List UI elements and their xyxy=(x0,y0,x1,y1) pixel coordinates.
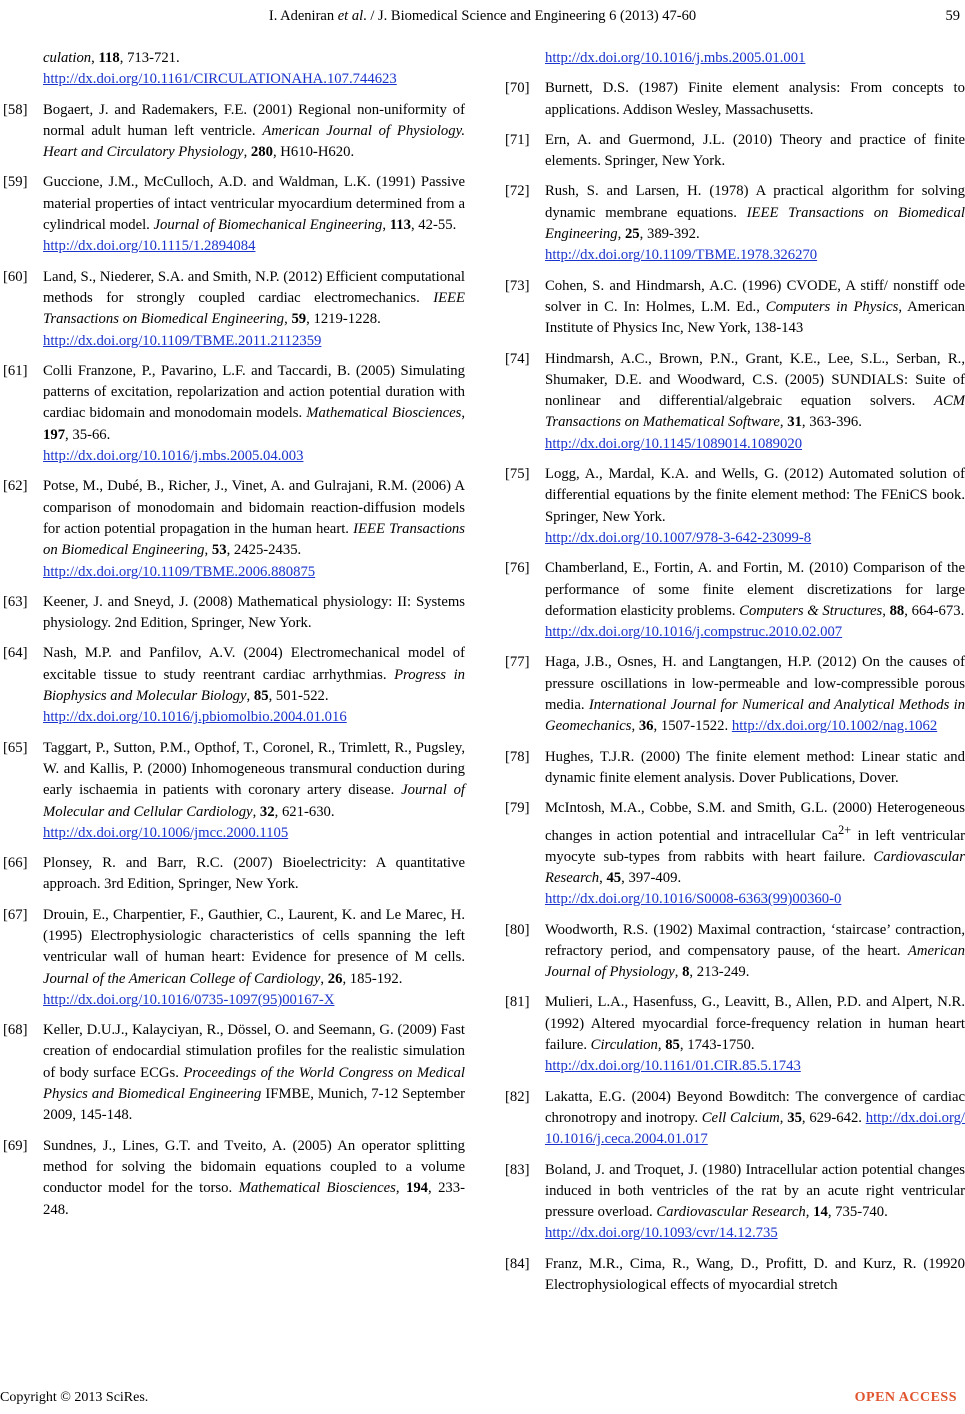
reference-segment: Bogaert, J. and Rademakers, F.E. (2001) Regional non-uniformity of normal adult human left ventricle. xyxy=(43,101,465,139)
reference-text xyxy=(545,920,965,984)
reference-segment: , xyxy=(779,1109,788,1126)
reference-segment: Taggart, P., Sutton, P.M., Opthof, T., Coronel, R., Trimlett, R., Pugsley, W. and Kallis, P. (2000) Inhomogeneous transmural conduction during early ischaemia in patients with coronary artery disease. xyxy=(43,739,465,799)
reference-source: Computers & Structures xyxy=(739,602,883,619)
reference-entry xyxy=(505,1160,965,1245)
reference-text xyxy=(545,349,965,455)
reference-number: [64] xyxy=(3,645,28,662)
reference-source: Journal of Biomechanical Engineering xyxy=(153,217,383,234)
reference-segment: Rush, S. and Larsen, H. (1978) A practical algorithm for solving dynamic membrane equations. xyxy=(545,183,965,221)
reference-text xyxy=(545,464,965,549)
reference-text xyxy=(43,1020,465,1126)
doi-link[interactable]: http://dx.doi.org/10.1016/j.mbs.2005.04.003 xyxy=(43,448,304,465)
reference-segment: , 1507-1522. xyxy=(653,718,732,735)
reference-segment: McIntosh, M.A., Cobbe, S.M. and Smith, G.L. (2000) Heterogeneous changes in action potential and intracellular Ca xyxy=(545,800,965,844)
reference-entry xyxy=(505,1087,965,1151)
reference-number: [76] xyxy=(505,560,530,577)
reference-number: [63] xyxy=(3,593,28,610)
reference-entry xyxy=(505,798,965,910)
reference-number: [58] xyxy=(3,101,28,118)
reference-entry xyxy=(505,48,965,69)
reference-text xyxy=(545,1160,965,1245)
reference-volume: 88 xyxy=(889,602,905,619)
reference-segment: , 2425-2435. xyxy=(226,542,302,559)
reference-segment: in left ventricular myocyte sub-types from rabbits with heart failure. xyxy=(545,827,965,865)
reference-segment: Mulieri, L.A., Hasenfuss, G., Leavitt, B., Allen, P.D. and Alpert, N.R. (1992) Altered myocardial force-frequency relation in human heart failure. xyxy=(545,994,965,1054)
reference-entry xyxy=(505,652,965,737)
doi-link[interactable]: http://dx.doi.org/10.1016/0735-1097(95)00167-X xyxy=(43,991,335,1008)
reference-source: Journal of the American College of Cardiology xyxy=(43,970,321,987)
reference-entry xyxy=(3,643,465,728)
reference-entry xyxy=(505,276,965,340)
reference-volume: 32 xyxy=(259,803,275,820)
reference-entry xyxy=(505,1254,965,1297)
doi-link[interactable]: http://dx.doi.org/10.1006/jmcc.2000.1105 xyxy=(43,824,289,841)
running-title-authors: I. Adeniran xyxy=(268,8,338,24)
doi-link[interactable]: http://dx.doi.org/10.1016/j.ceca.2004.01.017 xyxy=(545,1109,965,1148)
reference-entry xyxy=(3,738,465,844)
reference-volume: 85 xyxy=(665,1037,680,1054)
reference-number: [74] xyxy=(505,350,530,367)
reference-segment: , 233-248. xyxy=(43,1180,465,1218)
reference-segment: Lakatta, E.G. (2004) Beyond Bowditch: The convergence of cardiac chronotropy and inotropy. xyxy=(545,1088,965,1126)
reference-segment: Potse, M., Dubé, B., Richer, J., Vinet, A. and Gulrajani, R.M. (2006) A comparison of monodomain and bidomain reaction-diffusion models for action potential propagation in the human heart. xyxy=(43,478,465,537)
doi-link[interactable]: http://dx.doi.org/10.1161/CIRCULATIONAHA.107.744623 xyxy=(43,71,397,88)
reference-segment: , 35-66. xyxy=(65,426,111,443)
running-title-journal: . / J. Biomedical Science and Engineering 6 (2013) 47-60 xyxy=(363,8,697,24)
reference-volume: 8 xyxy=(682,964,690,981)
reference-entry xyxy=(3,172,465,257)
reference-number: [69] xyxy=(3,1137,28,1154)
reference-entry xyxy=(3,267,465,352)
reference-text xyxy=(43,853,465,896)
reference-text xyxy=(545,558,965,643)
reference-volume: 59 xyxy=(291,311,307,328)
doi-link[interactable]: http://dx.doi.org/10.1109/TBME.2006.880875 xyxy=(43,563,316,580)
reference-text xyxy=(43,592,465,635)
reference-text xyxy=(545,747,965,790)
reference-source: ACM Transactions on Mathematical Software xyxy=(545,393,965,431)
reference-segment: , xyxy=(320,970,328,987)
reference-text xyxy=(43,100,465,164)
reference-entry xyxy=(505,747,965,790)
reference-volume: 113 xyxy=(389,217,411,234)
reference-entry xyxy=(3,592,465,635)
reference-entry xyxy=(3,853,465,896)
reference-text xyxy=(545,652,965,737)
reference-source: Cell Calcium xyxy=(701,1109,780,1126)
reference-segment: , 735-740. xyxy=(827,1204,888,1221)
reference-segment: Franz, M.R., Cima, R., Wang, D., Profitt, D. and Kurz, R. (19920 Electrophysiological effects of myocardial stretch xyxy=(545,1255,965,1294)
references-left-column xyxy=(3,48,465,1230)
reference-text xyxy=(43,361,465,467)
page-footer xyxy=(0,1390,965,1410)
reference-number: [78] xyxy=(505,748,530,765)
reference-entry xyxy=(505,464,965,549)
reference-text xyxy=(43,172,465,257)
reference-text xyxy=(545,992,965,1077)
reference-number: [70] xyxy=(505,80,530,97)
reference-segment: Boland, J. and Troquet, J. (1980) Intracellular action potential changes induced in both ventricles of the rat by an acute right ventricular pressure overload. xyxy=(545,1161,965,1221)
reference-segment: IFMBE, Munich, 7-12 September 2009, 145-148. xyxy=(43,1086,465,1124)
reference-number: [60] xyxy=(3,268,28,285)
reference-segment: Nash, M.P. and Panfilov, A.V. (2004) Electromechanical model of excitable tissue to study reentrant cardiac arrhythmias. xyxy=(43,645,465,683)
reference-segment: Burnett, D.S. (1987) Finite element analysis: From concepts to applications. Addison Wesley, Massachusetts. xyxy=(545,80,965,118)
reference-volume: 14 xyxy=(813,1204,828,1221)
reference-entry xyxy=(3,905,465,1011)
reference-segment: Land, S., Niederer, S.A. and Smith, N.P. (2012) Efficient computational methods for strongly coupled cardiac electromechanics. xyxy=(43,268,465,306)
reference-segment: Logg, A., Mardal, K.A. and Wells, G. (2012) Automated solution of differential equations by the finite element method: The FEniCS book. Springer, New York. xyxy=(545,466,965,525)
reference-entry xyxy=(3,476,465,582)
reference-text xyxy=(43,738,465,844)
reference-number: [67] xyxy=(3,906,28,923)
reference-source: International Journal for Numerical and Analytical Methods in Geomechanics xyxy=(545,697,965,735)
reference-segment: , 389-392. xyxy=(639,226,700,243)
reference-number: [71] xyxy=(505,131,530,148)
superscript: 2+ xyxy=(838,822,852,837)
reference-segment: Ern, A. and Guermond, J.L. (2010) Theory and practice of finite elements. Springer, New York. xyxy=(545,131,965,170)
reference-source: Proceedings of the World Congress on Medical Physics and Biomedical Engineering xyxy=(43,1064,465,1103)
reference-segment: , 621-630. xyxy=(274,803,335,820)
doi-link[interactable]: http://dx.doi.org/10.1007/978-3-642-23099-8 xyxy=(545,529,812,546)
reference-source: Mathematical Biosciences xyxy=(238,1180,396,1197)
reference-number: [65] xyxy=(3,739,28,756)
reference-segment: Chamberland, E., Fortin, A. and Fortin, M. (2010) Comparison of the performance of some finite element discretizations for large deformation elasticity problems. xyxy=(545,560,965,619)
reference-source: IEEE Transactions on Biomedical Engineering xyxy=(43,289,465,328)
reference-segment: , 713-721. xyxy=(119,50,180,66)
reference-entry xyxy=(3,1020,465,1126)
reference-number: [81] xyxy=(505,994,530,1011)
reference-number: [75] xyxy=(505,466,530,483)
reference-source: American Journal of Physiology xyxy=(545,942,965,981)
reference-text xyxy=(43,476,465,582)
reference-source: Progress in Biophysics and Molecular Biology xyxy=(43,666,465,705)
reference-segment: , 42-55. xyxy=(410,217,457,234)
reference-number: [72] xyxy=(505,183,530,200)
reference-number: [61] xyxy=(3,362,28,379)
reference-volume: 45 xyxy=(606,869,622,886)
reference-source: IEEE Transactions on Biomedical Engineering xyxy=(43,520,465,559)
reference-text xyxy=(545,1087,965,1151)
reference-source: Mathematical Biosciences xyxy=(306,405,462,422)
reference-text xyxy=(43,643,465,728)
reference-segment: Keller, D.U.J., Kalayciyan, R., Dössel, O. and Seemann, G. (2009) Fast creation of endocardial stimulation profiles for the realistic simulation of body surface ECGs. xyxy=(43,1022,465,1081)
reference-number: [84] xyxy=(505,1255,530,1272)
page-number: 59 xyxy=(945,8,960,24)
reference-entry xyxy=(3,100,465,164)
reference-number: [59] xyxy=(3,174,28,191)
reference-entry xyxy=(505,558,965,643)
reference-segment: , xyxy=(617,226,625,243)
reference-source: Computers in Physics xyxy=(765,298,899,315)
reference-entry xyxy=(505,920,965,984)
reference-segment: , 363-396. xyxy=(801,414,862,431)
doi-link[interactable]: http://dx.doi.org/10.1109/TBME.1978.326270 xyxy=(545,247,818,264)
reference-text xyxy=(545,181,965,266)
reference-segment: Keener, J. and Sneyd, J. (2008) Mathematical physiology: II: Systems physiology. 2nd Edition, Springer, New York. xyxy=(43,593,465,632)
reference-segment: Drouin, E., Charpentier, F., Gauthier, C., Laurent, K. and Le Marec, H. (1995) Electrophysiologic characteristics of cells spanning the left ventricular wall of human heart: Evidence for presence of M cells. xyxy=(43,906,465,966)
reference-entry xyxy=(505,349,965,455)
reference-volume: 36 xyxy=(638,718,654,735)
reference-volume: 197 xyxy=(43,426,66,443)
reference-text xyxy=(545,276,965,340)
reference-volume: 280 xyxy=(250,144,273,161)
doi-link[interactable]: http://dx.doi.org/10.1145/1089014.1089020 xyxy=(545,435,803,452)
reference-volume: 118 xyxy=(98,50,120,66)
reference-segment: , xyxy=(882,602,890,619)
doi-link[interactable]: http://dx.doi.org/10.1115/1.2894084 xyxy=(43,238,256,255)
reference-number: [83] xyxy=(505,1161,530,1178)
reference-segment: , xyxy=(779,414,788,431)
reference-number: [73] xyxy=(505,277,530,294)
reference-segment: , xyxy=(395,1180,406,1197)
reference-text xyxy=(43,1136,465,1221)
reference-segment: , xyxy=(631,718,639,735)
reference-segment: Woodworth, R.S. (1902) Maximal contraction, ‘staircase’ contraction, refractory period, and compensatory pause, of the heart. xyxy=(545,921,965,959)
reference-segment: , xyxy=(91,50,99,66)
reference-segment: , xyxy=(284,311,292,328)
reference-source: American Journal of Physiology. Heart and Circulatory Physiology xyxy=(43,122,465,161)
doi-link[interactable]: http://dx.doi.org/10.1109/TBME.2011.2112359 xyxy=(43,332,322,349)
reference-volume: 85 xyxy=(253,688,269,705)
reference-segment: , 397-409. xyxy=(621,869,682,886)
running-title-etal: et al xyxy=(337,8,364,24)
reference-entry xyxy=(3,48,465,91)
reference-segment: , 213-249. xyxy=(689,964,750,981)
reference-segment: , 501-522. xyxy=(268,688,329,705)
reference-entry xyxy=(505,992,965,1077)
reference-volume: 194 xyxy=(405,1180,428,1197)
reference-segment: Haga, J.B., Osnes, H. and Langtangen, H.P. (2012) On the causes of pressure oscillations in low-permeable and low-compressible porous media. xyxy=(545,654,965,714)
reference-segment: Guccione, J.M., McCulloch, A.D. and Waldman, L.K. (1991) Passive material properties of intact ventricular myocardium determined from a cylindrical model. xyxy=(43,174,465,234)
open-access-label: OPEN ACCESS xyxy=(854,1390,957,1405)
reference-volume: 26 xyxy=(327,970,343,987)
reference-text xyxy=(545,798,965,910)
reference-number: [62] xyxy=(3,478,28,495)
reference-source: Cardiovascular Research xyxy=(545,848,965,886)
reference-number: [79] xyxy=(505,800,530,817)
reference-entry xyxy=(3,361,465,467)
reference-segment: , xyxy=(243,144,251,161)
reference-segment: , xyxy=(674,964,683,981)
reference-segment: , xyxy=(382,217,390,234)
doi-link[interactable]: http://dx.doi.org/10.1016/j.compstruc.2010.02.007 xyxy=(545,624,843,641)
doi-link[interactable]: http://dx.doi.org/10.1093/cvr/14.12.735 xyxy=(545,1225,778,1242)
reference-segment: , 629-642. xyxy=(801,1109,866,1126)
doi-link[interactable]: http://dx.doi.org/10.1016/j.pbiomolbio.2004.01.016 xyxy=(43,709,347,726)
reference-segment: , 1743-1750. xyxy=(679,1037,755,1054)
reference-segment: , xyxy=(805,1204,814,1221)
reference-volume: 53 xyxy=(211,542,227,559)
reference-segment: , xyxy=(461,405,465,422)
reference-volume: 25 xyxy=(624,226,640,243)
reference-segment: , xyxy=(252,803,260,820)
reference-entry xyxy=(3,1136,465,1221)
running-title xyxy=(269,8,696,25)
reference-segment: Sundnes, J., Lines, G.T. and Tveito, A. (2005) An operator splitting method for solving the bidomain equations coupled to a volume conductor model for the torso. xyxy=(43,1137,465,1197)
reference-entry xyxy=(505,181,965,266)
doi-link[interactable]: http://dx.doi.org/10.1016/S0008-6363(99)00360-0 xyxy=(545,891,842,908)
running-header xyxy=(0,8,965,38)
references-right-column xyxy=(505,48,965,1305)
reference-segment: , H610-H620. xyxy=(272,144,355,161)
reference-entry xyxy=(505,130,965,173)
reference-segment: , 185-192. xyxy=(342,970,403,987)
reference-source: Cardiovascular Research xyxy=(656,1204,806,1221)
reference-entry xyxy=(505,78,965,121)
reference-text xyxy=(545,48,965,69)
reference-segment: , xyxy=(657,1037,666,1054)
reference-segment: Cohen, S. and Hindmarsh, A.C. (1996) CVODE, A stiff/ nonstiff ode solver in C. In: Holmes, L.M. Ed., xyxy=(545,277,965,315)
doi-link[interactable]: http://dx.doi.org/10.1002/nag.1062 xyxy=(731,718,938,735)
reference-segment: Plonsey, R. and Barr, R.C. (2007) Bioelectricity: A quantitative approach. 3rd Edition, Springer, New York. xyxy=(43,855,465,893)
reference-source: Journal of Molecular and Cellular Cardiology xyxy=(43,782,465,820)
reference-source: Circulation xyxy=(590,1037,658,1054)
reference-text xyxy=(43,48,465,91)
doi-link[interactable]: http://dx.doi.org/10.1016/j.mbs.2005.01.001 xyxy=(545,50,806,66)
reference-segment: , 1219-1228. xyxy=(306,311,381,328)
reference-number: [77] xyxy=(505,654,530,671)
copyright-notice: Copyright © 2013 SciRes. xyxy=(0,1390,149,1405)
reference-source: culation xyxy=(43,50,92,66)
reference-segment: , xyxy=(246,688,254,705)
reference-text xyxy=(43,905,465,1011)
reference-segment: , xyxy=(599,869,607,886)
reference-segment: Hughes, T.J.R. (2000) The finite element method: Linear static and dynamic finite element analysis. Dover Publications, Dover. xyxy=(545,748,965,786)
reference-volume: 31 xyxy=(787,414,802,431)
reference-segment: , 664-673. xyxy=(904,602,965,619)
reference-number: [80] xyxy=(505,921,530,938)
reference-text xyxy=(545,78,965,121)
reference-volume: 35 xyxy=(787,1109,802,1126)
reference-segment: , American Institute of Physics Inc, New York, 138-143 xyxy=(545,298,965,337)
reference-segment: Colli Franzone, P., Pavarino, L.F. and Taccardi, B. (2005) Simulating patterns of excitation, repolarization and action potential duration with cardiac bidomain and monodomain models. xyxy=(43,362,465,422)
doi-link[interactable]: http://dx.doi.org/10.1161/01.CIR.85.5.1743 xyxy=(545,1058,801,1075)
reference-segment: Hindmarsh, A.C., Brown, P.N., Grant, K.E., Lee, S.L., Serban, R., Shumaker, D.E. and Woodward, C.S. (2005) SUNDIALS: Suite of nonlinear and differential/algebraic equation solvers. xyxy=(545,350,965,410)
reference-text xyxy=(43,267,465,352)
reference-text xyxy=(545,130,965,173)
reference-text xyxy=(545,1254,965,1297)
reference-segment: , xyxy=(204,542,212,559)
reference-number: [82] xyxy=(505,1088,530,1105)
reference-number: [68] xyxy=(3,1022,28,1039)
reference-number: [66] xyxy=(3,855,28,872)
reference-source: IEEE Transactions on Biomedical Engineering xyxy=(545,204,965,243)
